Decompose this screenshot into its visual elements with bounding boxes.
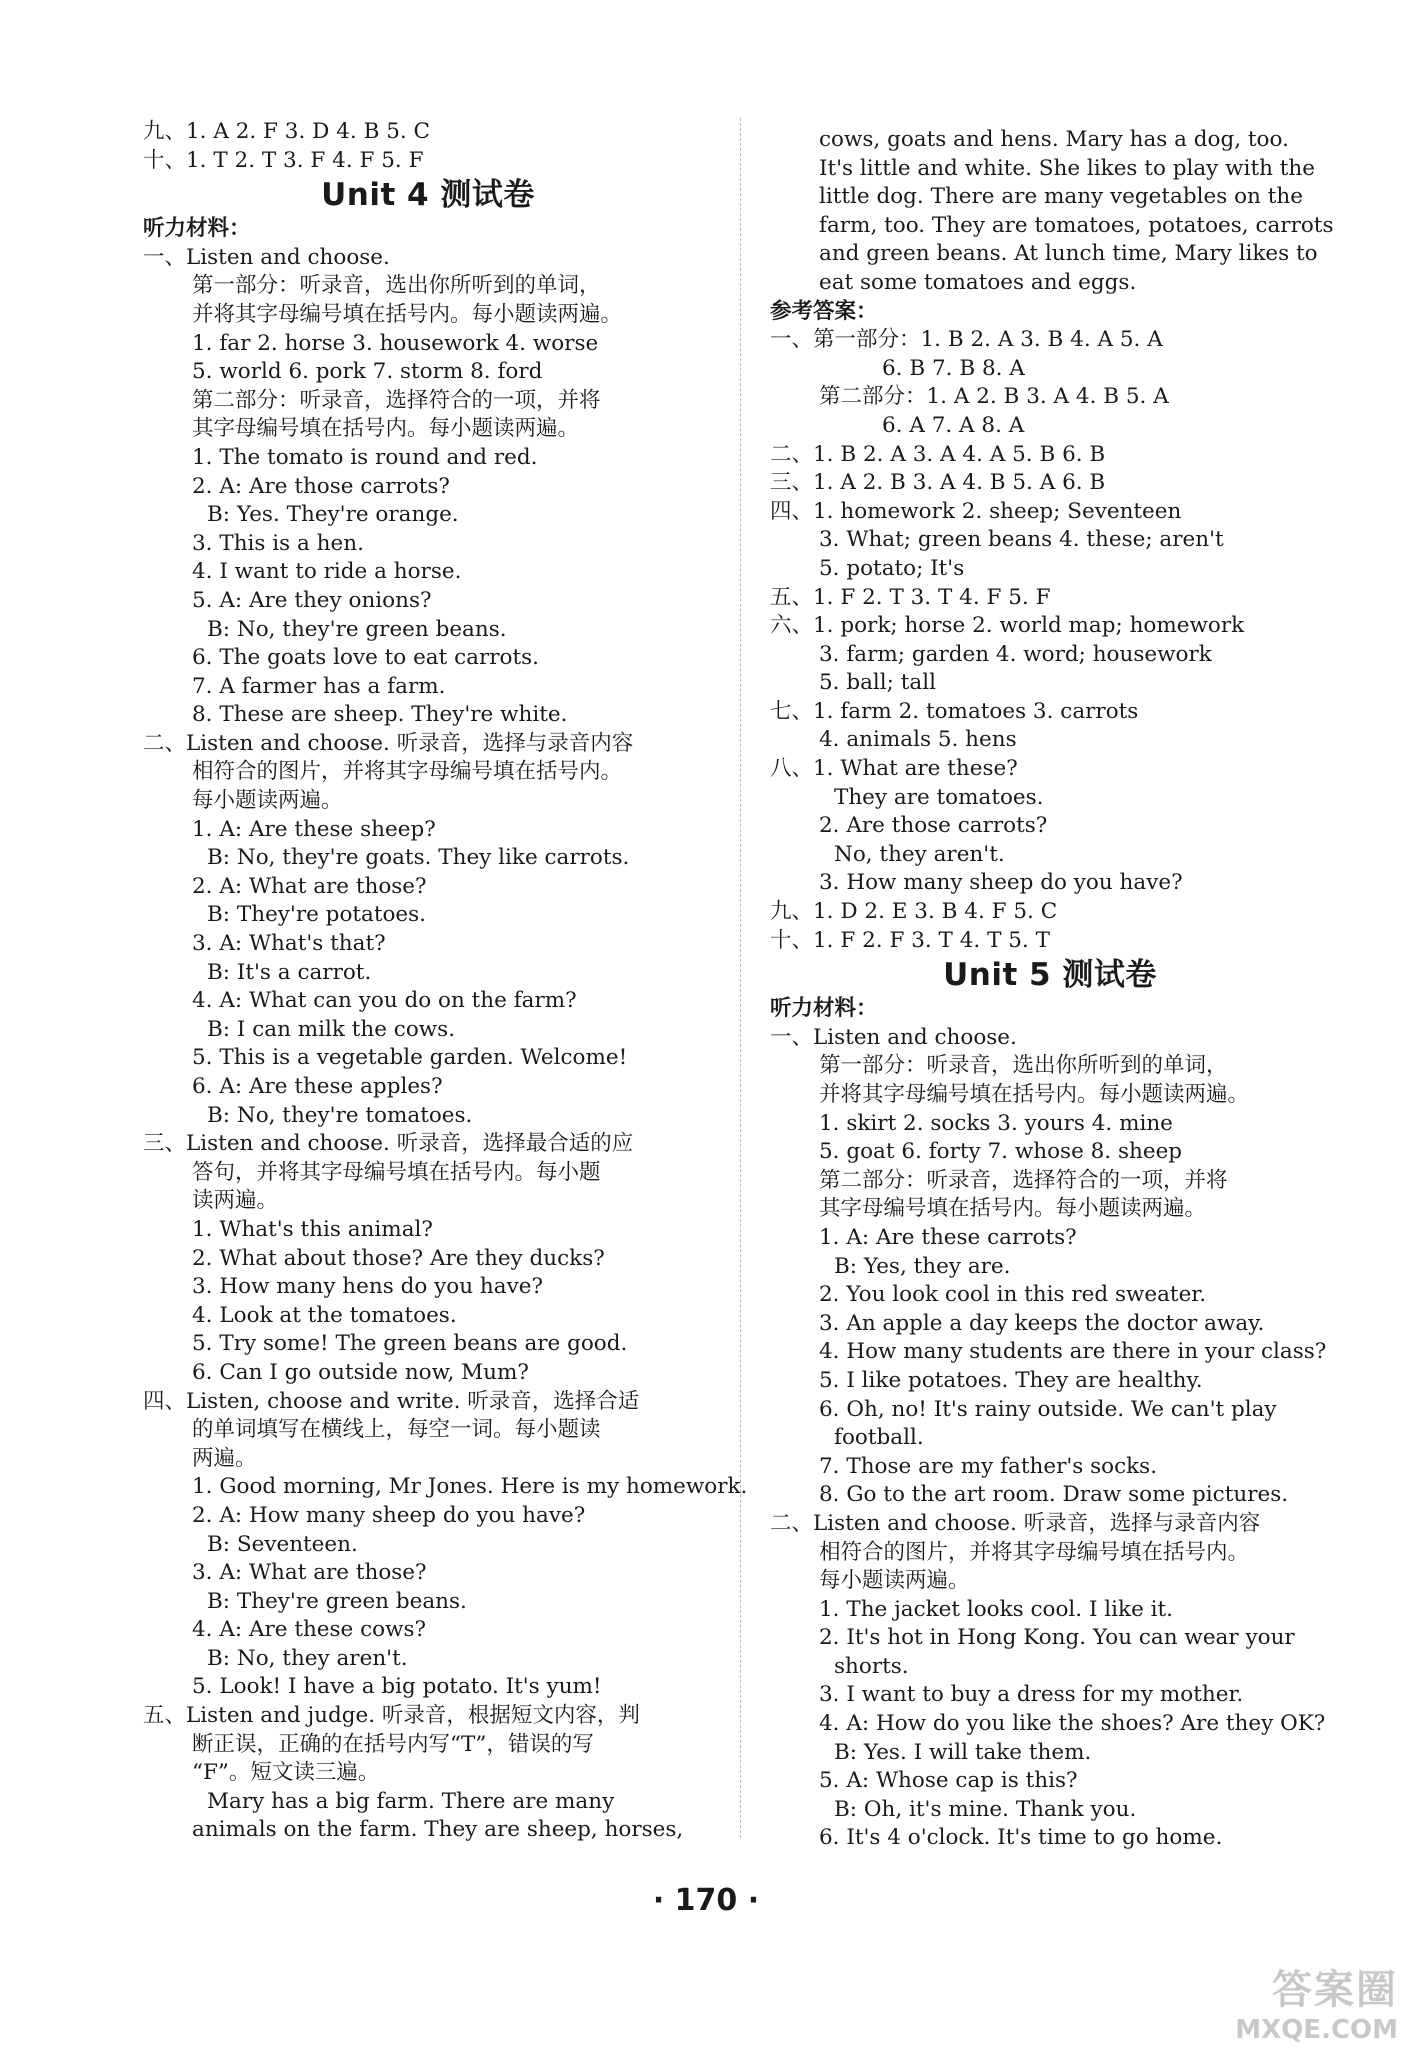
text-line: 三、Listen and choose. 听录音，选择最合适的应 xyxy=(143,1131,634,1157)
text-line: 8. These are sheep. They're white. xyxy=(192,702,568,728)
text-line: 十、1. F 2. F 3. T 4. T 5. T xyxy=(770,927,1050,953)
column-divider xyxy=(740,118,741,1838)
right-column xyxy=(770,126,1334,1853)
text-line: 3. A: What's that? xyxy=(192,931,386,957)
page-number: · 170 · xyxy=(652,1883,760,1918)
text-line: 二、Listen and choose. 听录音，选择与录音内容 xyxy=(770,1510,1261,1536)
text-line: 5. ball; tall xyxy=(819,670,936,696)
text-line: 2. A: How many sheep do you have? xyxy=(192,1502,586,1528)
watermark-logo xyxy=(1235,1958,1398,2045)
text-line: 3. A: What are those? xyxy=(192,1560,427,1586)
text-line: 6. B 7. B 8. A xyxy=(882,355,1025,381)
text-line: 读两遍。 xyxy=(192,1188,279,1214)
text-line: 八、1. What are these? xyxy=(770,756,1018,782)
text-line: 6. Oh, no! It's rainy outside. We can't play xyxy=(819,1396,1277,1422)
text-line: 1. Good morning, Mr Jones. Here is my homework. xyxy=(192,1474,748,1500)
text-line: 其字母编号填在括号内。每小题读两遍。 xyxy=(192,416,580,442)
text-line: 4. animals 5. hens xyxy=(819,727,1017,753)
text-line: 一、第一部分：1. B 2. A 3. B 4. A 5. A xyxy=(770,327,1163,353)
text-line: 第二部分：听录音，选择符合的一项，并将 xyxy=(819,1167,1228,1193)
text-line: 1. What's this animal? xyxy=(192,1216,433,1242)
text-line: B: No, they're green beans. xyxy=(207,616,507,642)
text-line: 3. What; green beans 4. these; aren't xyxy=(819,527,1224,553)
text-line: 3. This is a hen. xyxy=(192,530,364,556)
text-line: 断正误，正确的在括号内写“T”，错误的写 xyxy=(192,1731,594,1757)
text-line: 7. Those are my father's socks. xyxy=(819,1453,1158,1479)
text-line: 5. A: Are they onions? xyxy=(192,587,432,613)
text-line: B: No, they're tomatoes. xyxy=(207,1102,473,1128)
text-line: 4. Look at the tomatoes. xyxy=(192,1302,457,1328)
text-line: 5. world 6. pork 7. storm 8. ford xyxy=(192,359,543,385)
text-line: 五、1. F 2. T 3. T 4. F 5. F xyxy=(770,584,1051,610)
text-line: 1. A: Are these carrots? xyxy=(819,1224,1077,1250)
text-line: 5. I like potatoes. They are healthy. xyxy=(819,1367,1203,1393)
text-line: eat some tomatoes and eggs. xyxy=(819,269,1137,295)
text-line: 6. A: Are these apples? xyxy=(192,1074,443,1099)
text-line: B: Seventeen. xyxy=(207,1531,358,1557)
text-line: 3. How many sheep do you have? xyxy=(819,870,1183,896)
text-line: 第二部分：听录音，选择符合的一项，并将 xyxy=(192,387,601,413)
text-line: 2. A: Are those carrots? xyxy=(192,473,450,499)
text-line: 的单词填写在横线上，每空一词。每小题读 xyxy=(192,1417,601,1443)
text-line: 四、1. homework 2. sheep; Seventeen xyxy=(770,498,1182,524)
text-line: 2. You look cool in this red sweater. xyxy=(819,1282,1207,1308)
watermark-text: 答案圈 xyxy=(1272,1967,1398,2013)
text-line: 九、1. D 2. E 3. B 4. F 5. C xyxy=(770,899,1058,925)
text-line: 七、1. farm 2. tomatoes 3. carrots xyxy=(770,698,1139,724)
text-line: 4. I want to ride a horse. xyxy=(192,559,462,585)
text-line: 5. Try some! The green beans are good. xyxy=(192,1331,628,1357)
text-line: 4. A: Are these cows? xyxy=(192,1617,427,1643)
text-line: 5. This is a vegetable garden. Welcome! xyxy=(192,1045,628,1071)
text-line: B: No, they're goats. They like carrots. xyxy=(207,845,630,871)
text-line: B: No, they aren't. xyxy=(207,1645,408,1671)
text-line: 五、Listen and judge. 听录音，根据短文内容，判 xyxy=(143,1703,640,1729)
text-line: 相符合的图片，并将其字母编号填在括号内。 xyxy=(819,1539,1250,1565)
text-line: 六、1. pork; horse 2. world map; homework xyxy=(770,613,1245,639)
text-line: B: They're green beans. xyxy=(207,1588,467,1614)
text-line: 4. A: What can you do on the farm? xyxy=(192,988,577,1014)
text-line: 每小题读两遍。 xyxy=(192,788,343,814)
text-line: 2. It's hot in Hong Kong. You can wear your xyxy=(819,1625,1295,1651)
text-line: 5. potato; It's xyxy=(819,555,965,581)
text-line: B: Oh, it's mine. Thank you. xyxy=(834,1796,1137,1822)
text-line: 第一部分：听录音，选出你所听到的单词， xyxy=(819,1053,1228,1079)
subsection-label: 听力材料： xyxy=(143,216,251,242)
text-line: and green beans. At lunch time, Mary likes to xyxy=(819,241,1318,267)
text-line: 5. Look! I have a big potato. It's yum! xyxy=(192,1674,602,1700)
text-line: 2. A: What are those? xyxy=(192,873,427,899)
text-line: 并将其字母编号填在括号内。每小题读两遍。 xyxy=(819,1082,1250,1107)
left-column xyxy=(143,118,748,1845)
text-line: 5. A: Whose cap is this? xyxy=(819,1768,1078,1794)
text-line: B: They're potatoes. xyxy=(207,902,427,928)
subsection-label: 听力材料： xyxy=(770,996,878,1022)
text-line: animals on the farm. They are sheep, horses, xyxy=(192,1817,684,1843)
text-line: 6. It's 4 o'clock. It's time to go home. xyxy=(819,1825,1223,1851)
subsection-label: 参考答案： xyxy=(770,298,878,324)
text-line: 两遍。 xyxy=(192,1445,257,1471)
text-line: 1. The jacket looks cool. I like it. xyxy=(819,1596,1173,1622)
text-line: 答句，并将其字母编号填在括号内。每小题 xyxy=(192,1159,601,1185)
text-line: 二、1. B 2. A 3. A 4. A 5. B 6. B xyxy=(770,441,1106,467)
text-line: 3. An apple a day keeps the doctor away. xyxy=(819,1310,1265,1336)
text-line: They are tomatoes. xyxy=(834,784,1044,810)
text-line: 8. Go to the art room. Draw some pictures. xyxy=(819,1482,1289,1508)
text-line: 第二部分：1. A 2. B 3. A 4. B 5. A xyxy=(819,384,1169,410)
text-line: B: I can milk the cows. xyxy=(207,1016,456,1042)
text-line: 3. How many hens do you have? xyxy=(192,1274,543,1300)
text-line: 并将其字母编号填在括号内。每小题读两遍。 xyxy=(192,301,623,327)
text-line: 5. goat 6. forty 7. whose 8. sheep xyxy=(819,1139,1183,1165)
text-line: little dog. There are many vegetables on the xyxy=(819,184,1303,210)
text-line: cows, goats and hens. Mary has a dog, too. xyxy=(819,127,1289,152)
text-line: 3. farm; garden 4. word; housework xyxy=(819,641,1212,667)
text-line: 4. How many students are there in your class? xyxy=(819,1339,1327,1365)
text-line: B: Yes. I will take them. xyxy=(834,1739,1092,1765)
text-line: 1. A: Are these sheep? xyxy=(192,816,436,842)
text-line: 6. A 7. A 8. A xyxy=(882,412,1025,438)
text-line: 1. The tomato is round and red. xyxy=(192,444,538,470)
text-line: B: Yes. They're orange. xyxy=(207,502,459,528)
text-line: No, they aren't. xyxy=(834,841,1005,867)
text-line: “F”。短文读三遍。 xyxy=(192,1760,380,1786)
watermark-url: MXQE.COM xyxy=(1235,2015,1398,2045)
text-line: 九、1. A 2. F 3. D 4. B 5. C xyxy=(143,119,431,144)
text-line: 7. A farmer has a farm. xyxy=(192,673,446,699)
text-line: shorts. xyxy=(834,1653,909,1679)
text-line: Mary has a big farm. There are many xyxy=(207,1788,615,1814)
text-line: 第一部分：听录音，选出你所听到的单词， xyxy=(192,273,601,299)
text-line: 一、Listen and choose. xyxy=(143,244,390,270)
text-line: 其字母编号填在括号内。每小题读两遍。 xyxy=(819,1196,1207,1222)
text-line: 2. What about those? Are they ducks? xyxy=(192,1245,605,1271)
text-line: 1. skirt 2. socks 3. yours 4. mine xyxy=(819,1110,1173,1136)
text-line: 6. Can I go outside now, Mum? xyxy=(192,1359,529,1385)
text-line: football. xyxy=(834,1425,924,1451)
text-line: It's little and white. She likes to play with the xyxy=(819,155,1315,181)
text-line: B: It's a carrot. xyxy=(207,959,372,985)
text-line: 一、Listen and choose. xyxy=(770,1024,1017,1050)
text-line: 三、1. A 2. B 3. A 4. B 5. A 6. B xyxy=(770,470,1106,496)
text-line: 每小题读两遍。 xyxy=(819,1568,970,1594)
text-line: 2. Are those carrots? xyxy=(819,813,1048,839)
text-line: 1. far 2. horse 3. housework 4. worse xyxy=(192,330,599,356)
text-line: farm, too. They are tomatoes, potatoes, carrots xyxy=(819,212,1334,238)
section-heading: Unit 5 测试卷 xyxy=(943,957,1157,994)
section-heading: Unit 4 测试卷 xyxy=(321,177,535,214)
text-line: B: Yes, they are. xyxy=(834,1253,1011,1279)
text-line: 3. I want to buy a dress for my mother. xyxy=(819,1682,1244,1708)
text-line: 四、Listen, choose and write. 听录音，选择合适 xyxy=(143,1388,640,1414)
text-line: 相符合的图片，并将其字母编号填在括号内。 xyxy=(192,759,623,785)
text-line: 4. A: How do you like the shoes? Are they OK? xyxy=(819,1711,1326,1737)
text-line: 二、Listen and choose. 听录音，选择与录音内容 xyxy=(143,730,634,756)
text-line: 6. The goats love to eat carrots. xyxy=(192,645,539,671)
text-line: 十、1. T 2. T 3. F 4. F 5. F xyxy=(143,147,424,173)
